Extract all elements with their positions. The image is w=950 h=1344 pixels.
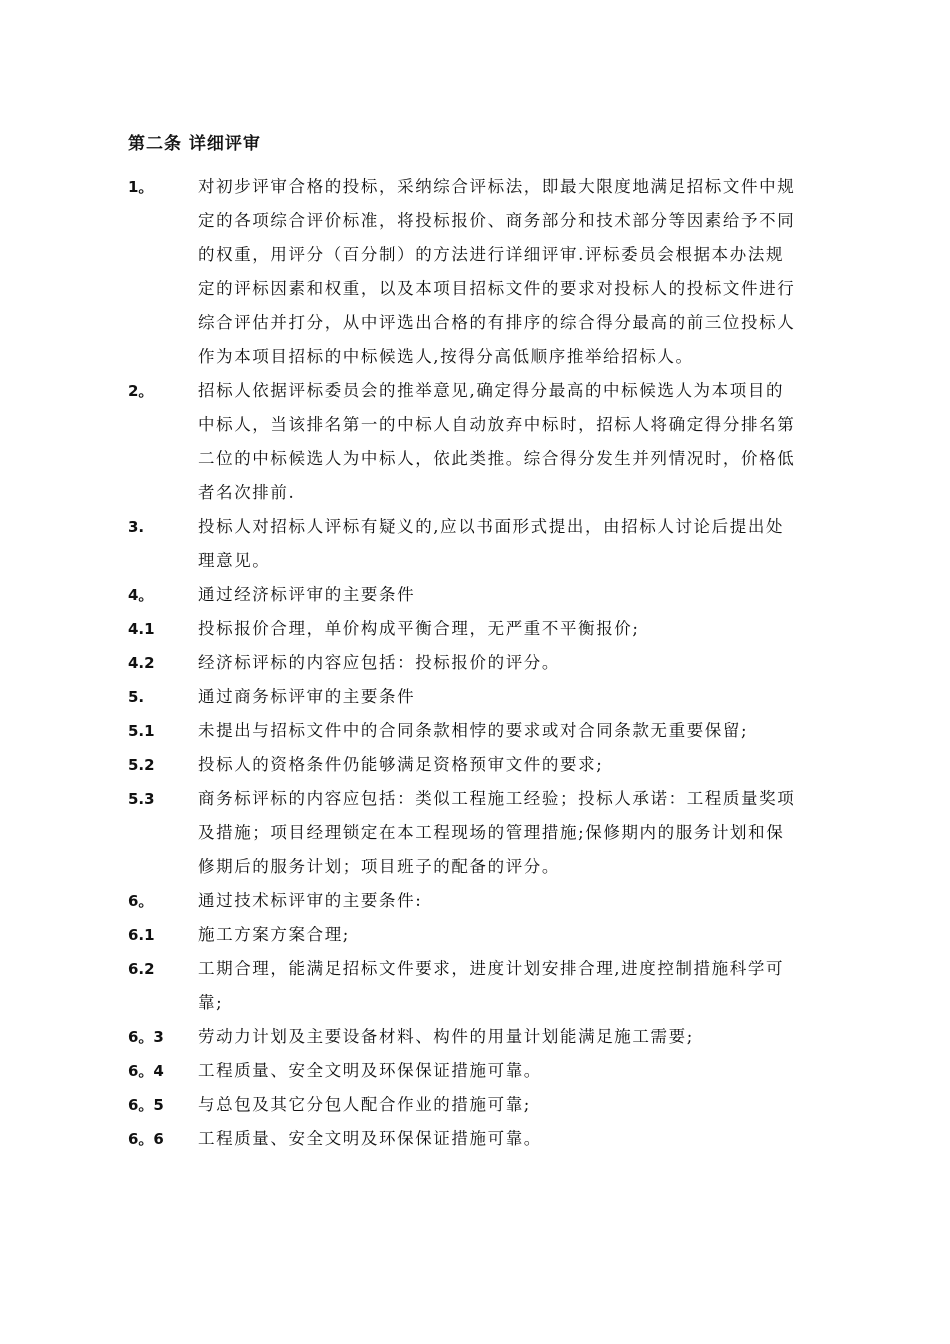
clause-text-line: 工程质量、安全文明及环保保证措施可靠。 (198, 1061, 542, 1080)
clause-text-line: 者名次排前. (198, 483, 296, 502)
clause-number: 6。5 (128, 1096, 164, 1114)
clause-number: 4.2 (128, 654, 155, 672)
clause-number: 6.2 (128, 960, 155, 978)
clause-number: 6。 (128, 892, 154, 910)
clause-number: 6。3 (128, 1028, 164, 1046)
clause-number: 1。 (128, 178, 154, 196)
clause-text (198, 612, 840, 646)
clause-text-line: 作为本项目招标的中标候选人,按得分高低顺序推举给招标人。 (198, 347, 694, 366)
clause-item (128, 1054, 840, 1088)
clause-text-line: 经济标评标的内容应包括：投标报价的评分。 (198, 653, 560, 672)
clause-item (128, 578, 840, 612)
clause-text (198, 782, 840, 884)
section-heading: 第二条 详细评审 (128, 134, 261, 154)
clause-item (128, 170, 840, 374)
clause-text (198, 680, 840, 714)
clause-number: 5.3 (128, 790, 155, 808)
clause-text-line: 施工方案方案合理; (198, 925, 350, 944)
clause-item (128, 782, 840, 884)
clause-text-line: 工期合理，能满足招标文件要求，进度计划安排合理,进度控制措施科学可 (198, 959, 785, 978)
clause-text-line: 定的评标因素和权重，以及本项目招标文件的要求对投标人的投标文件进行 (198, 279, 796, 298)
clause-text-line: 劳动力计划及主要设备材料、构件的用量计划能满足施工需要; (198, 1027, 694, 1046)
clause-text-line: 中标人，当该排名第一的中标人自动放弃中标时，招标人将确定得分排名第 (198, 415, 796, 434)
clause-text-line: 与总包及其它分包人配合作业的措施可靠; (198, 1095, 531, 1114)
clause-item (128, 612, 840, 646)
clause-item (128, 748, 840, 782)
clause-text (198, 1122, 840, 1156)
clause-text-line: 投标人的资格条件仍能够满足资格预审文件的要求; (198, 755, 604, 774)
clause-text-line: 投标报价合理，单价构成平衡合理，无严重不平衡报价; (198, 619, 640, 638)
clause-text (198, 170, 840, 374)
clause-text (198, 748, 840, 782)
clause-item (128, 680, 840, 714)
clause-text-line: 理意见。 (198, 551, 271, 570)
clause-text (198, 510, 840, 578)
clause-text-line: 靠; (198, 993, 224, 1012)
clause-text-line: 修期后的服务计划；项目班子的配备的评分。 (198, 857, 560, 876)
clause-text-line: 投标人对招标人评标有疑义的,应以书面形式提出，由招标人讨论后提出处 (198, 517, 785, 536)
clause-text-line: 通过商务标评审的主要条件 (198, 687, 416, 706)
clause-item (128, 374, 840, 510)
clause-number: 5. (128, 688, 145, 706)
clause-text-line: 未提出与招标文件中的合同条款相悖的要求或对合同条款无重要保留; (198, 721, 749, 740)
clause-text-line: 定的各项综合评价标准，将投标报价、商务部分和技术部分等因素给予不同 (198, 211, 796, 230)
clause-item (128, 918, 840, 952)
clause-number: 4。 (128, 586, 154, 604)
clause-item (128, 646, 840, 680)
clause-text (198, 884, 840, 918)
clause-text-line: 综合评估并打分，从中评选出合格的有排序的综合得分最高的前三位投标人 (198, 313, 796, 332)
clause-list (128, 170, 840, 1156)
clause-text (198, 1020, 840, 1054)
clause-text-line: 对初步评审合格的投标，采纳综合评标法，即最大限度地满足招标文件中规 (198, 177, 796, 196)
clause-text-line: 商务标评标的内容应包括：类似工程施工经验；投标人承诺：工程质量奖项 (198, 789, 796, 808)
clause-item (128, 1020, 840, 1054)
clause-text (198, 374, 840, 510)
clause-item (128, 952, 840, 1020)
clause-item (128, 714, 840, 748)
clause-number: 4.1 (128, 620, 155, 638)
clause-text (198, 1088, 840, 1122)
clause-text-line: 通过技术标评审的主要条件: (198, 891, 423, 910)
clause-text (198, 952, 840, 1020)
clause-text-line: 二位的中标候选人为中标人，依此类推。综合得分发生并列情况时，价格低 (198, 449, 796, 468)
clause-text-line: 招标人依据评标委员会的推举意见,确定得分最高的中标候选人为本项目的 (198, 381, 785, 400)
clause-number: 3. (128, 518, 145, 536)
clause-text (198, 646, 840, 680)
clause-text (198, 1054, 840, 1088)
clause-item (128, 1122, 840, 1156)
clause-number: 6。6 (128, 1130, 164, 1148)
clause-number: 6。4 (128, 1062, 164, 1080)
clause-text-line: 通过经济标评审的主要条件 (198, 585, 416, 604)
clause-text (198, 578, 840, 612)
clause-text-line: 的权重，用评分（百分制）的方法进行详细评审.评标委员会根据本办法规 (198, 245, 785, 264)
clause-number: 5.1 (128, 722, 155, 740)
clause-text (198, 714, 840, 748)
clause-text-line: 工程质量、安全文明及环保保证措施可靠。 (198, 1129, 542, 1148)
clause-number: 6.1 (128, 926, 155, 944)
clause-text-line: 及措施；项目经理锁定在本工程现场的管理措施;保修期内的服务计划和保 (198, 823, 785, 842)
clause-number: 2。 (128, 382, 154, 400)
clause-item (128, 510, 840, 578)
clause-number: 5.2 (128, 756, 155, 774)
clause-text (198, 918, 840, 952)
clause-item (128, 884, 840, 918)
clause-item (128, 1088, 840, 1122)
